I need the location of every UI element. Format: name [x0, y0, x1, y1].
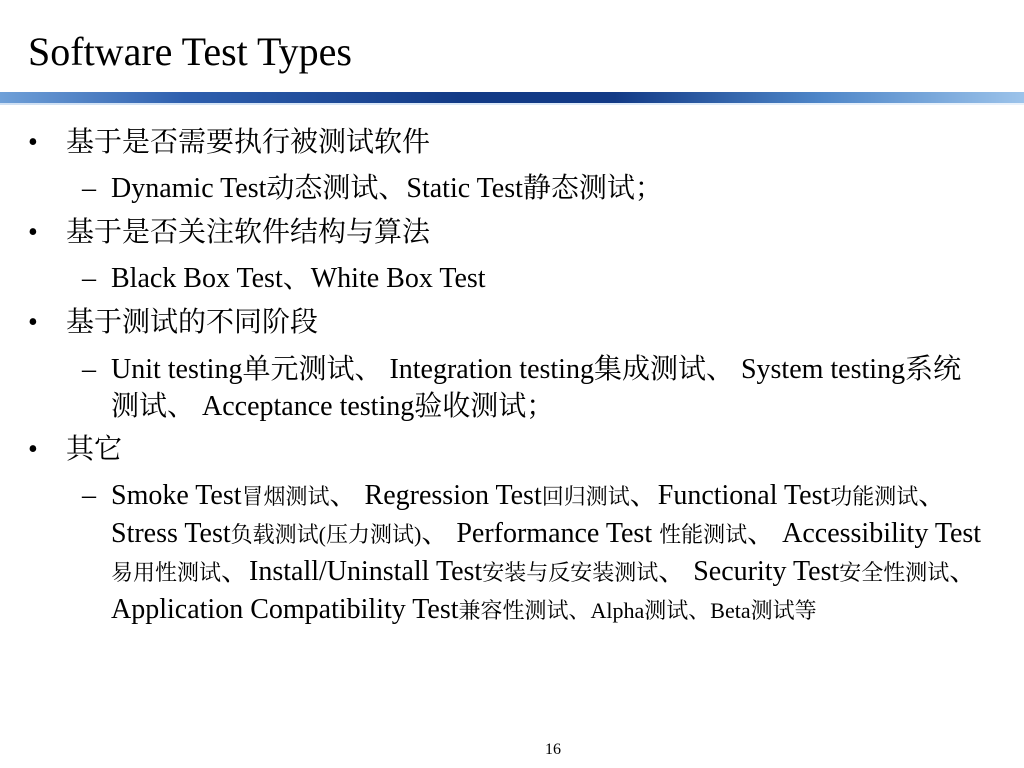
dash-icon: – — [82, 263, 96, 294]
sub-bullet-item-3 — [82, 351, 982, 425]
bullet-text: 其它 — [66, 434, 123, 465]
segment: 、Stress Test — [111, 480, 947, 549]
bullet-text: 基于是否关注软件结构与算法 — [66, 217, 431, 248]
bullet-text: 基于测试的不同阶段 — [66, 307, 319, 338]
segment: 回归测试 — [541, 484, 630, 509]
segment: 安全性测试 — [839, 560, 950, 585]
segment: 、 Performance Test — [421, 518, 660, 549]
segment: 性能测试 — [659, 522, 748, 547]
bullet-dot-icon: • — [28, 217, 38, 248]
bullet-dot-icon: • — [28, 307, 38, 338]
sub-bullet-text: Unit testing单元测试、 Integration testing集成测试、 System testing系统测试、 Acceptance testing验收测试； — [111, 354, 962, 422]
bullet-item-1 — [28, 126, 430, 160]
dash-icon: – — [82, 354, 96, 385]
page-number: 16 — [545, 741, 561, 758]
segment: 、 Regression Test — [329, 480, 542, 511]
slide-title: Software Test Types — [28, 29, 352, 74]
dash-icon: – — [82, 173, 96, 204]
title-underline-bar — [0, 92, 1024, 103]
segment: 、 Accessibility Test — [747, 518, 982, 549]
segment: 、 Security Test — [658, 556, 840, 587]
dash-icon: – — [82, 480, 96, 511]
segment: 、Install/Uninstall Test — [221, 556, 483, 587]
segment: 、 Application Compatibility Test — [111, 556, 978, 625]
bullet-item-3 — [28, 306, 318, 340]
segment: 易用性测试 — [111, 560, 222, 585]
segment: 安装与反安装测试 — [482, 560, 659, 585]
segment: 、Functional Test — [629, 480, 831, 511]
segment: 冒烟测试 — [241, 484, 330, 509]
sub-bullet-item-1 — [82, 170, 982, 207]
segment: Smoke Test — [111, 480, 242, 511]
bullet-item-2 — [28, 216, 430, 250]
segment: 兼容性测试、Alpha测试、Beta测试等 — [458, 598, 817, 623]
bullet-dot-icon: • — [28, 434, 38, 465]
sub-bullet-text — [111, 477, 982, 629]
segment: 功能测试 — [830, 484, 919, 509]
segment: 负载测试(压力测试) — [230, 522, 422, 547]
bullet-item-4 — [28, 433, 122, 467]
bullet-text: 基于是否需要执行被测试软件 — [66, 127, 431, 158]
sub-bullet-item-2 — [82, 260, 982, 297]
bullet-dot-icon: • — [28, 127, 38, 158]
sub-bullet-item-4 — [82, 477, 982, 629]
sub-bullet-text: Dynamic Test动态测试、Static Test静态测试； — [111, 173, 663, 204]
sub-bullet-text: Black Box Test、White Box Test — [111, 263, 486, 294]
